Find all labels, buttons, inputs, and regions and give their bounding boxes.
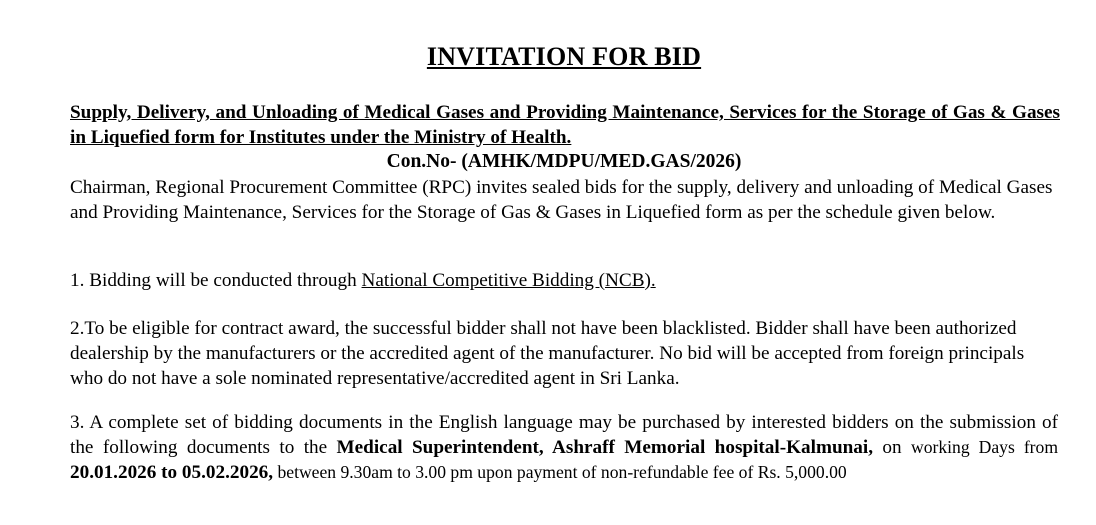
clause-2: 2.To be eligible for contract award, the successful bidder shall not have been blacklisted. Bidder shall have been authorized dealership by the manufacturers or the accredited agent of the manufacturer. No bid will be accepted from foreign principals who do not have a sole nominated representative/accredited agent in Sri Lanka. — [70, 318, 1025, 389]
clause-3-text-start: 3. A complete set of bidding documents in the English language may be purchased by interested bidders on the submission of the following documents to the — [70, 412, 1058, 458]
bid-subject-heading: Supply, Delivery, and Unloading of Medical Gases and Providing Maintenance, Services for the Storage of Gas & Gases in Liquefied form for Institutes under the Ministry of Health. — [70, 102, 1060, 148]
clause-3-working-days: working Days from — [911, 437, 1059, 457]
sale-dates: 20.01.2026 to 05.02.2026, — [70, 462, 274, 483]
clause-3-text-on: on — [873, 437, 902, 458]
intro-paragraph: Chairman, Regional Procurement Committee (RPC) invites sealed bids for the supply, delivery and unloading of Medical Gases and Providing Maintenance, Services for the Storage of Gas & Gases in Liquefied form as per the schedule given below. — [70, 177, 1053, 223]
clause-1 — [70, 268, 1058, 293]
clause-1-text: 1. Bidding will be conducted through — [70, 270, 362, 291]
clause-3-fee-text: between 9.30am to 3.00 pm upon payment of non-refundable fee of Rs. 5,000.00 — [273, 462, 847, 482]
clause-3 — [70, 411, 1058, 485]
page-title: INVITATION FOR BID — [426, 42, 702, 71]
contract-number: Con.No- (AMHK/MDPU/MED.GAS/2026) — [386, 151, 742, 172]
ncb-underlined-text: National Competitive Bidding (NCB). — [361, 270, 656, 291]
office-name: Medical Superintendent, Ashraff Memorial hospital-Kalmunai, — [336, 437, 874, 458]
